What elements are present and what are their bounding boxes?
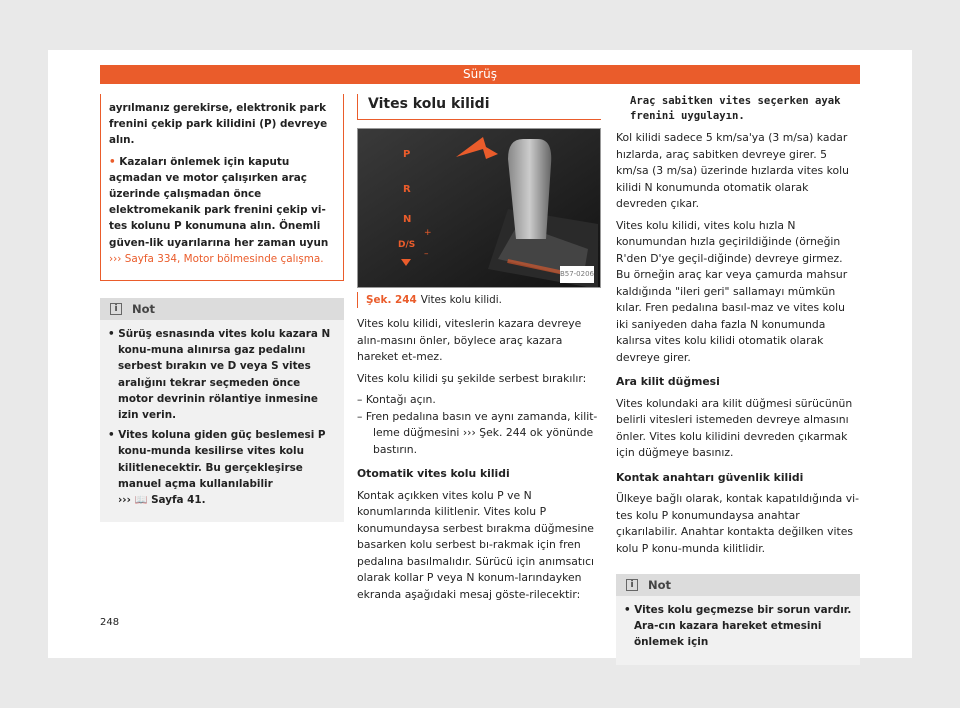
header-title: Sürüş: [462, 67, 497, 81]
warning-intro: ayrılmanız gerekirse, elektronik park frenini çekip park kilidini (P) devreye alın.: [109, 102, 328, 147]
page-number: 248: [100, 617, 120, 628]
gear-lever-illustration: [358, 129, 601, 288]
paragraph: Vites kolu kilidi şu şekilde serbest bırakılır:: [357, 371, 587, 385]
display-message: Araç sabitken vites seçerken ayak frenini uygulayın.: [630, 95, 841, 122]
section-title: Vites kolu kilidi: [357, 94, 601, 120]
gear-label-r: R: [403, 183, 411, 195]
subheading: Kontak anahtarı güvenlik kilidi: [616, 470, 804, 484]
figure-gear-lever: [357, 128, 601, 288]
book-icon: 📖: [134, 494, 148, 507]
figure-caption: [357, 292, 601, 309]
warning-ref-link[interactable]: ››› Sayfa 334, Motor bölmesinde çalışma.: [109, 252, 324, 265]
gear-label-n: N: [403, 213, 412, 225]
warning-bullet: • Kazaları önlemek için kaputu açmadan ve motor çalışırken araç üzerinde çalışmadan önce elektromekanik park frenini çekip vi-tes kolunu P konumuna alın. Önemli güven-lik uyarılarına her zaman uyun ››› Sayfa 334, Motor bölmesinde çalışma.: [109, 155, 329, 265]
warning-box: [100, 94, 344, 281]
gear-label-minus: –: [424, 248, 429, 259]
column-3: [616, 94, 860, 665]
header-bar: [100, 65, 860, 84]
subheading: Ara kilit düğmesi: [616, 375, 720, 388]
paragraph: Vites kolu kilidi, vites kolu hızla N konumundan hızla geçirildiğinde (örneğin R'den D'ye geçil-diğinde) devreye girmez. Bu örneğin araç kar veya çamurda mahsur kaldığında "ileri geri" sallamayı mümkün kılar. Fren pedalına basıl-maz ve vites kolu iki saniyeden daha fazla N konumunda kalırsa vites kolu kilidi otomatik olarak devreye girer.: [616, 218, 848, 364]
note-title: Not: [648, 577, 672, 592]
note-box: [616, 574, 860, 665]
step-item: – Kontağı açın.: [357, 393, 436, 406]
note-list: [616, 596, 860, 665]
subheading: Otomatik vites kolu kilidi: [357, 467, 510, 480]
note-header: [100, 298, 344, 320]
gear-label-ds: D/S: [398, 239, 416, 250]
note-title: Not: [132, 301, 156, 316]
caption-text: Vites kolu kilidi.: [420, 293, 502, 306]
ref-arrows: ›››: [118, 494, 131, 507]
note-header: [616, 574, 860, 596]
paragraph: Kol kilidi sadece 5 km/sa'ya (3 m/sa) kadar hızlarda, araç sabitken devreye girer. 5 km/sa (3 m/sa) üzerinde hızlarda vites kolu kilidi N konumunda otomatik olarak devreden çıkar.: [616, 131, 849, 210]
column-1: [100, 94, 344, 522]
paragraph: Ülkeye bağlı olarak, kontak kapatıldığında vi-tes kolu P konumundaysa anahtar çıkarılabilir. Anahtar kontakta değilken vites kolu P konu-munda kilitlidir.: [616, 492, 859, 555]
note-ref-link[interactable]: Sayfa 41.: [151, 494, 206, 507]
bullet-icon: •: [109, 155, 120, 168]
note-box: [100, 298, 344, 522]
info-icon: i: [626, 579, 638, 591]
note-list: [100, 320, 344, 522]
steps-list: [357, 392, 601, 458]
figure-code: B57-0206: [560, 266, 594, 283]
note-item: • Sürüş esnasında vites kolu kazara N konu-muna alınırsa gaz pedalını serbest bırakın ve D veya S vites aralığını tekrar seçmeden önce motor devrinin rölantiye inmesine izin verin.: [108, 328, 331, 422]
step-item: – Fren pedalına basın ve aynı zamanda, kilit-leme düğmesini ››› Şek. 244 ok yönünde bastırın.: [357, 409, 598, 456]
gear-label-p: P: [403, 148, 411, 160]
paragraph: Vites kolundaki ara kilit düğmesi sürücünün belirli vitesleri istemeden devreye almasını önler. Vites kolu kilidini devreden çıkarmak için düğmeye basınız.: [616, 396, 853, 459]
gear-label-plus: +: [424, 227, 432, 238]
caption-number: Şek. 244: [366, 293, 417, 306]
column-2: [357, 94, 601, 608]
note-item: • Vites kolu geçmezse bir sorun vardır. Ara-cın kazara hareket etmesini önlemek için: [624, 604, 852, 649]
paragraph: Vites kolu kilidi, viteslerin kazara devreye alın-masını önler, böylece araç kazara hareket et-mez.: [357, 317, 582, 363]
note-item: • Vites koluna giden güç beslemesi P konu-munda kesilirse vites kolu kilitlenecektir. Bu gerçekleşirse manuel açma kullanılabilir ››› 📖 Sayfa 41.: [108, 429, 326, 507]
paragraph: Kontak açıkken vites kolu P ve N konumlarında kilitlenir. Vites kolu P konumundaysa serbest bırakma düğmesine basarken kolu serbest bı-rakmak için fren pedalına basılmalıdır. Sürücü için anımsatıcı olarak kollar P veya N konum-larındayken ekranda aşağıdaki mesaj göste-rilecektir:: [357, 488, 595, 601]
info-icon: i: [110, 303, 122, 315]
